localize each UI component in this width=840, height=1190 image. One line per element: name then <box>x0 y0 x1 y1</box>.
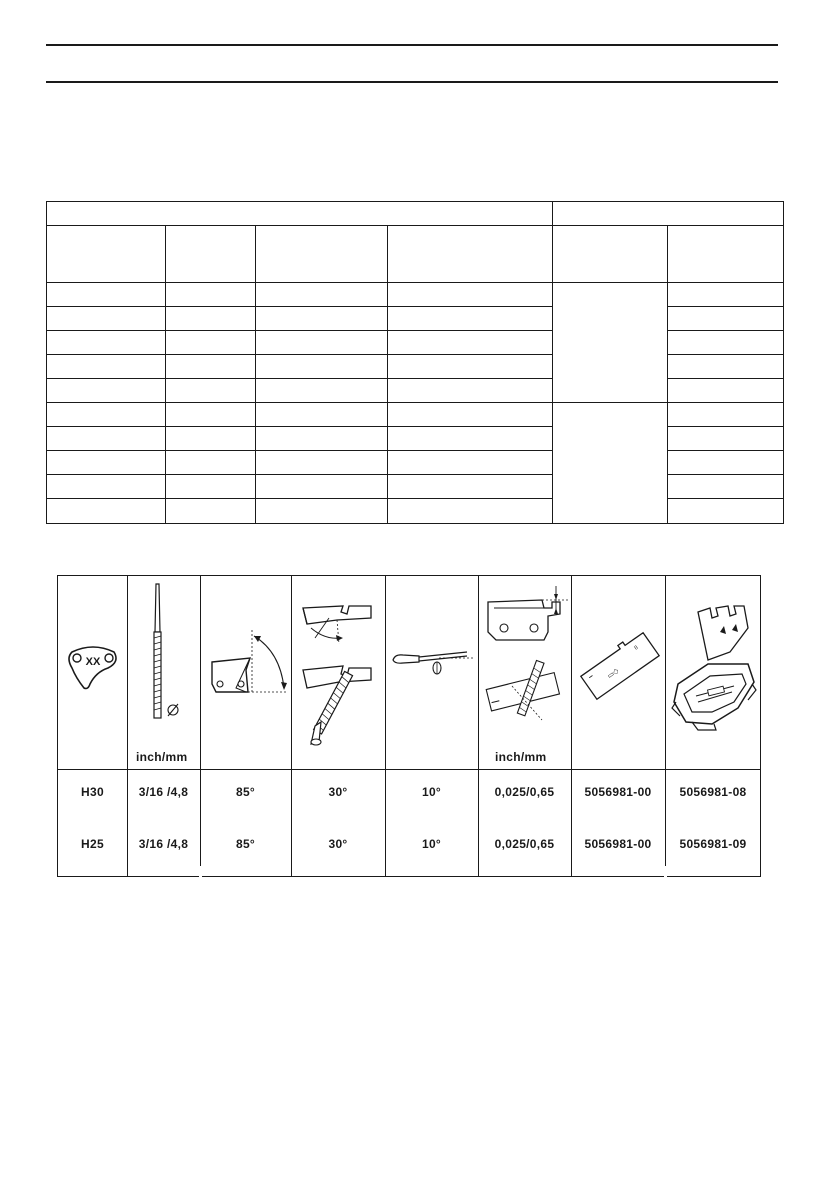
file-size-cell: 3/16 /4,8 <box>138 837 189 851</box>
depth-gauge-icon <box>482 582 570 727</box>
depth-gauge-cell: 0,025/0,65 <box>494 785 555 799</box>
file-gauge-part-cell: 5056981-00 <box>584 837 652 851</box>
tilt-angle-file-icon <box>389 638 477 693</box>
svg-text:▭◇: ▭◇ <box>606 667 621 681</box>
sharpening-table <box>57 575 761 877</box>
spec-grid-row <box>47 451 784 475</box>
svg-text:II: II <box>633 644 640 652</box>
spec-grid-group-row <box>47 202 784 226</box>
depth-gauge-cell: 0,025/0,65 <box>494 837 555 851</box>
spec-grid-group-right <box>553 202 784 226</box>
column-divider <box>478 576 479 876</box>
spec-grid-header-cell <box>166 226 256 283</box>
tilt-angle-cell: 10° <box>421 785 442 799</box>
spec-grid-row <box>47 475 784 499</box>
spec-grid-header-cell <box>668 226 784 283</box>
depth-tool-part-cell: 5056981-09 <box>679 837 747 851</box>
side-angle-file-icon <box>295 598 383 753</box>
column-divider <box>385 576 386 876</box>
spec-grid-row <box>47 307 784 331</box>
side-angle-cell: 30° <box>328 785 348 799</box>
spec-grid-row <box>47 355 784 379</box>
tilt-angle-cell: 10° <box>421 837 442 851</box>
top-plate-angle-cell: 85° <box>235 785 256 799</box>
column-divider <box>665 576 666 876</box>
spec-grid-header-row <box>47 226 784 283</box>
depth-gauge-tool-icon <box>668 604 760 749</box>
spec-grid-row <box>47 283 784 307</box>
spec-grid-row <box>47 331 784 355</box>
chain-cell: H30 <box>81 785 104 799</box>
column-divider <box>571 576 572 876</box>
top-rule <box>46 44 778 46</box>
round-file-icon <box>142 582 192 727</box>
spec-grid-header-cell <box>553 226 668 283</box>
spec-grid-header-cell <box>47 226 166 283</box>
header-rule <box>46 81 778 83</box>
side-angle-cell: 30° <box>328 837 348 851</box>
file-gauge-plate-icon <box>576 616 664 721</box>
spec-grid-group-left <box>47 202 553 226</box>
spec-grid-header-cell <box>388 226 553 283</box>
spec-grid-row <box>47 403 784 427</box>
spec-grid-merged-cell <box>553 283 668 403</box>
depth-unit-label: inch/mm <box>495 750 547 764</box>
spec-grid-row <box>47 499 784 524</box>
chain-gauge-badge-icon <box>66 644 120 697</box>
depth-tool-part-cell: 5056981-08 <box>679 785 747 799</box>
spec-grid-header-cell <box>256 226 388 283</box>
column-divider <box>127 576 128 876</box>
spec-grid-merged-cell <box>553 403 668 524</box>
top-plate-angle-cell: 85° <box>235 837 256 851</box>
chain-cell: H25 <box>81 837 104 851</box>
top-plate-angle-icon <box>204 626 290 703</box>
file-size-cell: 3/16 /4,8 <box>138 785 189 799</box>
spec-grid <box>46 201 784 524</box>
file-gauge-part-cell: 5056981-00 <box>584 785 652 799</box>
spec-grid-row <box>47 379 784 403</box>
gauge-badge-text: XX <box>85 656 101 668</box>
file-unit-label: inch/mm <box>136 750 188 764</box>
header-divider <box>58 769 760 770</box>
column-divider <box>200 576 201 876</box>
spec-grid-row <box>47 427 784 451</box>
column-divider <box>291 576 292 876</box>
